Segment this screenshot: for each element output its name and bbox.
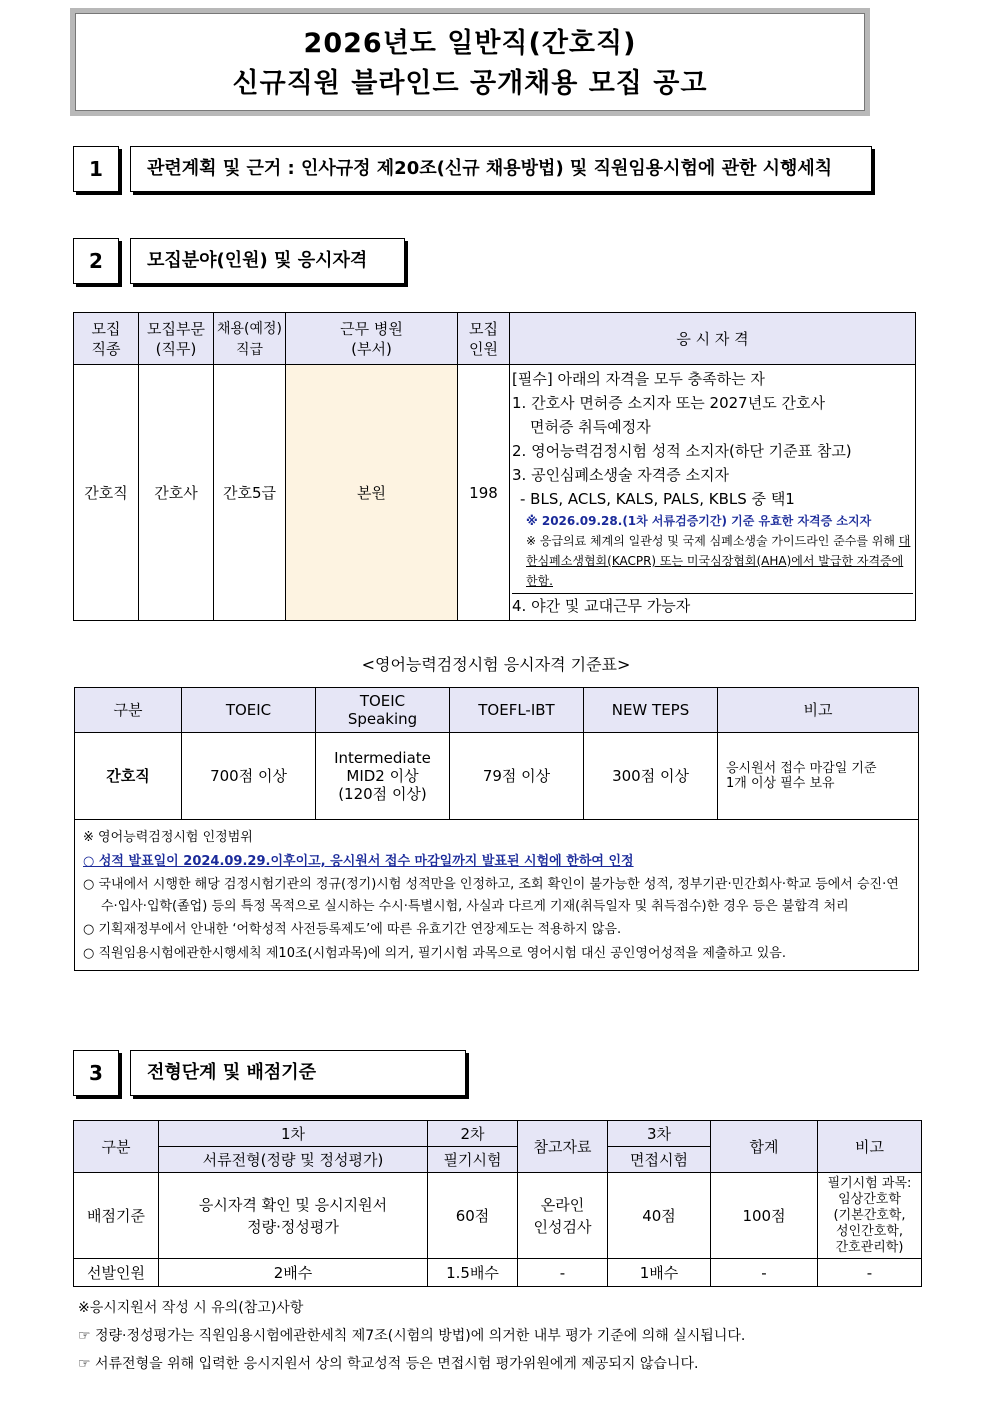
stage-header-2: 2차	[428, 1121, 518, 1147]
english-criteria-title: <영어능력검정시험 응시자격 기준표>	[361, 655, 631, 674]
select-label: 선발인원	[74, 1259, 159, 1287]
score-label: 배점기준	[74, 1173, 159, 1259]
title-line-1: 2026년도 일반직(간호직)	[303, 28, 637, 59]
english-header-teps: NEW TEPS	[584, 688, 718, 733]
stage-header-3-sub: 면접시험	[608, 1147, 711, 1173]
application-notes	[78, 1294, 745, 1378]
section-1-number: 1	[73, 146, 119, 192]
stage-header-note: 비고	[818, 1121, 922, 1173]
stage-table	[73, 1120, 922, 1287]
english-cell-toefl: 79점 이상	[450, 733, 584, 820]
stage-header-3: 3차	[608, 1121, 711, 1147]
cell-qualifications	[510, 365, 916, 621]
stage-header-1: 1차	[159, 1121, 428, 1147]
english-notes-row	[75, 820, 919, 971]
stage-header-row-1	[74, 1121, 922, 1147]
qual-3-validity: ※ 2026.09.28.(1차 서류검증기간) 기준 유효한 자격증 소지자	[526, 514, 872, 528]
section-3-title: 전형단계 및 배점기준	[130, 1050, 466, 1096]
qual-3: 3. 공인심폐소생술 자격증 소지자	[512, 466, 729, 484]
select-ref: -	[518, 1259, 608, 1287]
cell-grade: 간호5급	[214, 365, 286, 621]
english-note-3: ○ 기획재정부에서 안내한 ‘어학성적 사전등록제도’에 따른 유효기간 연장제도는 적용하지 않음.	[83, 922, 622, 937]
english-header-speaking: TOEIC Speaking	[316, 688, 450, 733]
stage-header-category: 구분	[74, 1121, 159, 1173]
qual-3-issuer-underlined: 대한심폐소생협회(KACPR) 또는 미국심장협회(AHA)에서 발급한 자격증에 한함.	[526, 534, 911, 588]
header-grade: 채용(예정) 직급	[214, 313, 286, 365]
score-stage1: 응시자격 확인 및 응시지원서 정량·정성평가	[159, 1173, 428, 1259]
header-category: 모집 직종	[74, 313, 139, 365]
select-stage2: 1.5배수	[428, 1259, 518, 1287]
select-stage1: 2배수	[159, 1259, 428, 1287]
english-criteria-table	[74, 687, 919, 971]
select-stage3: 1배수	[608, 1259, 711, 1287]
score-note: 필기시험 과목: 임상간호학 (기본간호학, 성인간호학, 간호관리학)	[818, 1173, 922, 1259]
qual-1: 1. 간호사 면허증 소지자 또는 2027년도 간호사	[512, 394, 825, 412]
english-cell-category: 간호직	[75, 733, 182, 820]
english-note-4: ○ 직원임용시험에관한시행세칙 제10조(시험과목)에 의거, 필기시험 과목으로 영어시험 대신 공인영어성적을 제출하고 있음.	[83, 946, 786, 961]
header-count: 모집 인원	[458, 313, 510, 365]
recruitment-data-row	[74, 365, 916, 621]
title-line-2: 신규직원 블라인드 공개채용 모집 공고	[232, 68, 708, 99]
english-notes	[75, 820, 919, 971]
english-header-category: 구분	[75, 688, 182, 733]
stage-header-ref: 참고자료	[518, 1121, 608, 1173]
application-note-1: ☞ 정량·정성평가는 직원임용시험에관한세칙 제7조(시험의 방법)에 의거한 내부 평가 기준에 의해 실시됩니다.	[78, 1328, 746, 1344]
recruitment-header-row	[74, 313, 916, 365]
english-cell-note: 응시원서 접수 마감일 기준 1개 이상 필수 보유	[718, 733, 919, 820]
cell-category: 간호직	[74, 365, 139, 621]
score-total: 100점	[711, 1173, 818, 1259]
recruitment-table	[73, 312, 916, 621]
score-ref: 온라인 인성검사	[518, 1173, 608, 1259]
header-qualifications: 응 시 자 격	[510, 313, 916, 365]
english-note-2: ○ 국내에서 시행한 해당 검정시험기관의 정규(정기)시험 성적만을 인정하고, 조회 확인이 불가능한 성적, 정부기관·민간회사·학교 등에서 승진·연수·입사·입학(졸업) 등의 특정 목적으로 실시하는 수시·특별시험, 사실과 다르게 기재(취득일자 및 취득점수)한 경우 등은 불합격 처리	[83, 877, 899, 914]
cell-hospital: 본원	[286, 365, 458, 621]
section-3-number: 3	[73, 1050, 119, 1096]
stage-select-row	[74, 1259, 922, 1287]
qual-3-issuer: ※ 응급의료 체계의 일관성 및 국제 심폐소생술 가이드라인 준수를 위해 대한심폐소생협회(KACPR) 또는 미국심장협회(AHA)에서 발급한 자격증에 한함.	[526, 534, 911, 588]
english-note-heading: ※ 영어능력검정시험 인정범위	[83, 830, 253, 845]
english-cell-teps: 300점 이상	[584, 733, 718, 820]
stage-score-row	[74, 1173, 922, 1259]
qual-required: [필수] 아래의 자격을 모두 충족하는 자	[512, 370, 765, 388]
english-header-note: 비고	[718, 688, 919, 733]
qual-4: 4. 야간 및 교대근무 가능자	[512, 593, 913, 618]
header-division: 모집부문 (직무)	[139, 313, 214, 365]
qual-2: 2. 영어능력검정시험 성적 소지자(하단 기준표 참고)	[512, 442, 852, 460]
section-2-number: 2	[73, 238, 119, 284]
qual-3-options: - BLS, ACLS, KALS, PALS, KBLS 중 택1	[520, 490, 795, 508]
english-cell-toeic: 700점 이상	[182, 733, 316, 820]
header-hospital: 근무 병원 (부서)	[286, 313, 458, 365]
stage-header-total: 합계	[711, 1121, 818, 1173]
select-note: -	[818, 1259, 922, 1287]
english-note-1: ○ 성적 발표일이 2024.09.29.이후이고, 응시원서 접수 마감일까지 발표된 시험에 한하여 인정	[83, 854, 634, 869]
stage-header-1-sub: 서류전형(정량 및 정성평가)	[159, 1147, 428, 1173]
title-inner-border	[75, 13, 865, 111]
english-data-row	[75, 733, 919, 820]
application-notes-heading: ※응시지원서 작성 시 유의(참고)사항	[78, 1300, 304, 1316]
english-header-toefl: TOEFL-IBT	[450, 688, 584, 733]
english-header-toeic: TOEIC	[182, 688, 316, 733]
score-stage2: 60점	[428, 1173, 518, 1259]
section-2-title: 모집분야(인원) 및 응시자격	[130, 238, 405, 284]
english-header-row	[75, 688, 919, 733]
section-1-title: 관련계획 및 근거 : 인사규정 제20조(신규 채용방법) 및 직원임용시험에 관한 시행세칙	[130, 146, 872, 192]
qual-1-cont: 면허증 취득예정자	[530, 418, 651, 436]
english-cell-speaking: Intermediate MID2 이상 (120점 이상)	[316, 733, 450, 820]
cell-division: 간호사	[139, 365, 214, 621]
cell-count: 198	[458, 365, 510, 621]
application-note-2: ☞ 서류전형을 위해 입력한 응시지원서 상의 학교성적 등은 면접시험 평가위원에게 제공되지 않습니다.	[78, 1356, 699, 1372]
stage-header-2-sub: 필기시험	[428, 1147, 518, 1173]
announcement-title-box	[70, 8, 870, 116]
select-total: -	[711, 1259, 818, 1287]
score-stage3: 40점	[608, 1173, 711, 1259]
